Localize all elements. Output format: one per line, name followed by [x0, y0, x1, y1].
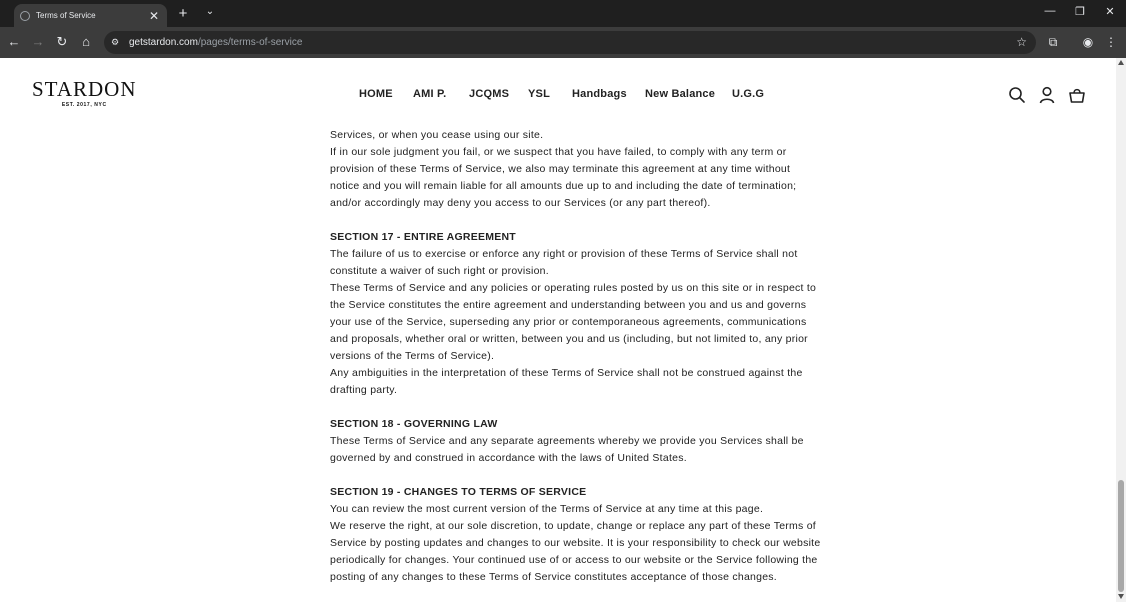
section-heading: SECTION 17 - ENTIRE AGREEMENT [330, 231, 516, 243]
text-line: Service by posting updates and changes to our website. It is your responsibility to check our website [330, 537, 821, 549]
profile-icon[interactable]: ◉ [1082, 35, 1094, 49]
menu-item-ugg[interactable]: U.G.G [732, 88, 765, 100]
bookmark-star-icon[interactable]: ☆ [1016, 35, 1027, 49]
text-line: the Service constitutes the entire agreement and understanding between you and us and governs [330, 299, 807, 311]
text-line: We reserve the right, at our sole discretion, to update, change or replace any part of these Terms of [330, 520, 816, 532]
text-line: constitute a waiver of such right or provision. [330, 265, 549, 277]
new-tab-button[interactable]: + [178, 5, 188, 22]
menu-item-handbags[interactable]: Handbags [572, 88, 627, 100]
terms-content [330, 110, 821, 586]
menu-item-jcqms[interactable]: JCQMS [469, 88, 510, 100]
text-line: governed by and construed in accordance with the laws of United States. [330, 452, 687, 464]
section-heading: SECTION 18 - GOVERNING LAW [330, 418, 498, 430]
close-tab-icon[interactable]: ✕ [148, 8, 160, 23]
menu-item-ysl[interactable]: YSL [528, 88, 550, 100]
reload-icon[interactable]: ↻ [56, 34, 68, 49]
paragraph-gap [330, 399, 790, 416]
paragraph-gap [330, 212, 790, 229]
text-line: These Terms of Service and any policies or operating rules posted by us on this site or in respect to [330, 282, 817, 294]
text-line: Services, or when you cease using our site. [330, 129, 544, 141]
site-info-icon[interactable]: ⚙ [111, 37, 120, 47]
menu-item-home[interactable]: HOME [359, 88, 393, 100]
menu-item-ami[interactable]: AMI P. [413, 88, 447, 100]
page-scrollbar[interactable] [1116, 58, 1126, 602]
tab-strip [0, 0, 1126, 27]
menu-kebab-icon[interactable]: ⋮ [1105, 35, 1117, 49]
address-bar[interactable] [104, 31, 1036, 54]
site-logo[interactable] [32, 79, 137, 108]
text-line: If in our sole judgment you fail, or we suspect that you have failed, to comply with any term or [330, 146, 787, 158]
text-line: your use of the Service, superseding any prior or contemporaneous agreements, communications [330, 316, 807, 328]
globe-icon [20, 11, 30, 21]
scroll-down-arrow[interactable] [1118, 594, 1124, 599]
url-text [129, 37, 302, 48]
text-line: The failure of us to exercise or enforce any right or provision of these Terms of Service shall not [330, 248, 798, 260]
account-icon[interactable] [1038, 86, 1056, 104]
paragraph-gap [330, 467, 790, 484]
section-heading: SECTION 19 - CHANGES TO TERMS OF SERVICE [330, 486, 587, 498]
home-icon[interactable]: ⌂ [82, 34, 90, 49]
text-line: and/or accordingly may deny you access to our Services (or any part thereof). [330, 197, 711, 209]
extensions-icon[interactable]: ⧉ [1048, 35, 1058, 49]
text-line: notice and you will remain liable for all amounts due up to and including the date of termination; [330, 180, 797, 192]
site-header [0, 58, 1116, 127]
text-line: drafting party. [330, 384, 398, 396]
text-line: versions of the Terms of Service). [330, 350, 495, 362]
url-path: /pages/terms-of-service [197, 37, 303, 48]
browser-toolbar [0, 27, 1126, 58]
scrollbar-thumb[interactable] [1118, 480, 1124, 592]
text-line: and proposals, whether oral or written, between you and us (including, but not limited to, any prior [330, 333, 808, 345]
scroll-up-arrow[interactable] [1118, 60, 1124, 65]
text-line: posting of any changes to these Terms of Service constitutes acceptance of those changes. [330, 571, 777, 583]
tab-search-icon[interactable]: ⌄ [205, 6, 215, 17]
tab-terms-of-service[interactable] [14, 4, 167, 27]
url-host: getstardon.com [129, 37, 198, 48]
text-line: provision of these Terms of Service, we also may terminate this agreement at any time without [330, 163, 791, 175]
minimize-icon[interactable]: — [1044, 5, 1056, 17]
menu-item-new-balance[interactable]: New Balance [645, 88, 716, 100]
back-icon[interactable]: ← [7, 34, 21, 49]
text-line: Any ambiguities in the interpretation of these Terms of Service shall not be construed against the [330, 367, 803, 379]
text-line: These Terms of Service and any separate agreements whereby we provide you Services shall be [330, 435, 804, 447]
tab-title: Terms of Service [36, 11, 96, 20]
restore-icon[interactable]: ❐ [1075, 6, 1085, 18]
logo-subtitle: EST. 2017, NYC [61, 102, 107, 108]
search-icon[interactable] [1008, 86, 1026, 104]
forward-icon[interactable]: → [31, 34, 45, 49]
cart-icon[interactable] [1068, 86, 1086, 104]
text-line: You can review the most current version of the Terms of Service at any time at this page. [330, 503, 764, 515]
text-line: periodically for changes. Your continued use of or access to our website or the Service following the [330, 554, 818, 566]
close-window-icon[interactable]: ✕ [1105, 6, 1115, 18]
logo-text: STARDON [32, 77, 137, 101]
